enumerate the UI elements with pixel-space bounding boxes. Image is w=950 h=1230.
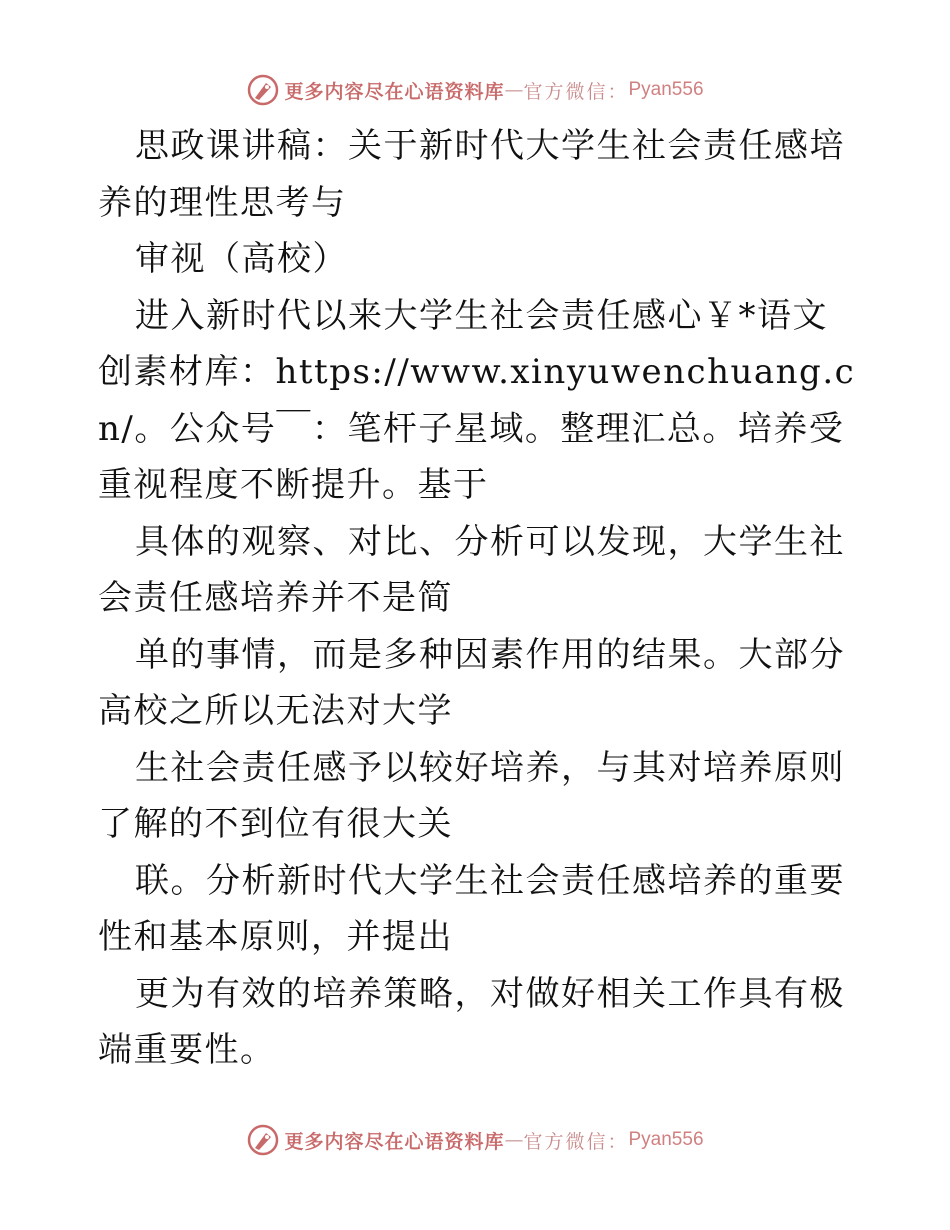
paragraph: 单的事情，而是多种因素作用的结果。大部分高校之所以无法对大学 <box>98 634 845 731</box>
paragraph: 进入新时代以来大学生社会责任感心￥*语文创素材库：https://www.xinyuwenchuang.cn/。公众号￣：笔杆子星域。整理汇总。培养受重视程度不断提升。基于 <box>98 295 856 505</box>
paragraph: 联。分析新时代大学生社会责任感培养的重要性和基本原则，并提出 <box>98 860 845 957</box>
banner-title: 更多内容尽在心语资料库 <box>284 1130 505 1153</box>
paragraph: 更为有效的培养策略，对做好相关工作具有极端重要性。 <box>98 973 845 1070</box>
banner-wechat-id: Pyan556 <box>628 1129 704 1150</box>
document-title-line-2: 审视（高校） <box>135 239 348 279</box>
paragraph: 具体的观察、对比、分析可以发现，大学生社会责任感培养并不是简 <box>98 521 845 618</box>
banner-separator: — <box>504 79 524 101</box>
document-title-line-1: 思政课讲稿：关于新时代大学生社会责任感培养的理性思考与 <box>98 126 845 223</box>
paragraph: 生社会责任感予以较好培养，与其对培养原则了解的不到位有很大关 <box>98 747 845 844</box>
pen-nib-logo-icon <box>246 1123 280 1157</box>
banner-title: 更多内容尽在心语资料库 <box>284 80 505 103</box>
banner-wechat-label: 官方微信： <box>523 80 629 103</box>
pen-nib-logo-icon <box>246 73 280 107</box>
document-body <box>98 118 858 1079</box>
banner-wechat-id: Pyan556 <box>628 79 704 100</box>
header-banner <box>0 70 950 110</box>
banner-separator: — <box>504 1129 524 1151</box>
footer-banner <box>0 1120 950 1160</box>
banner-wechat-label: 官方微信： <box>523 1130 629 1153</box>
